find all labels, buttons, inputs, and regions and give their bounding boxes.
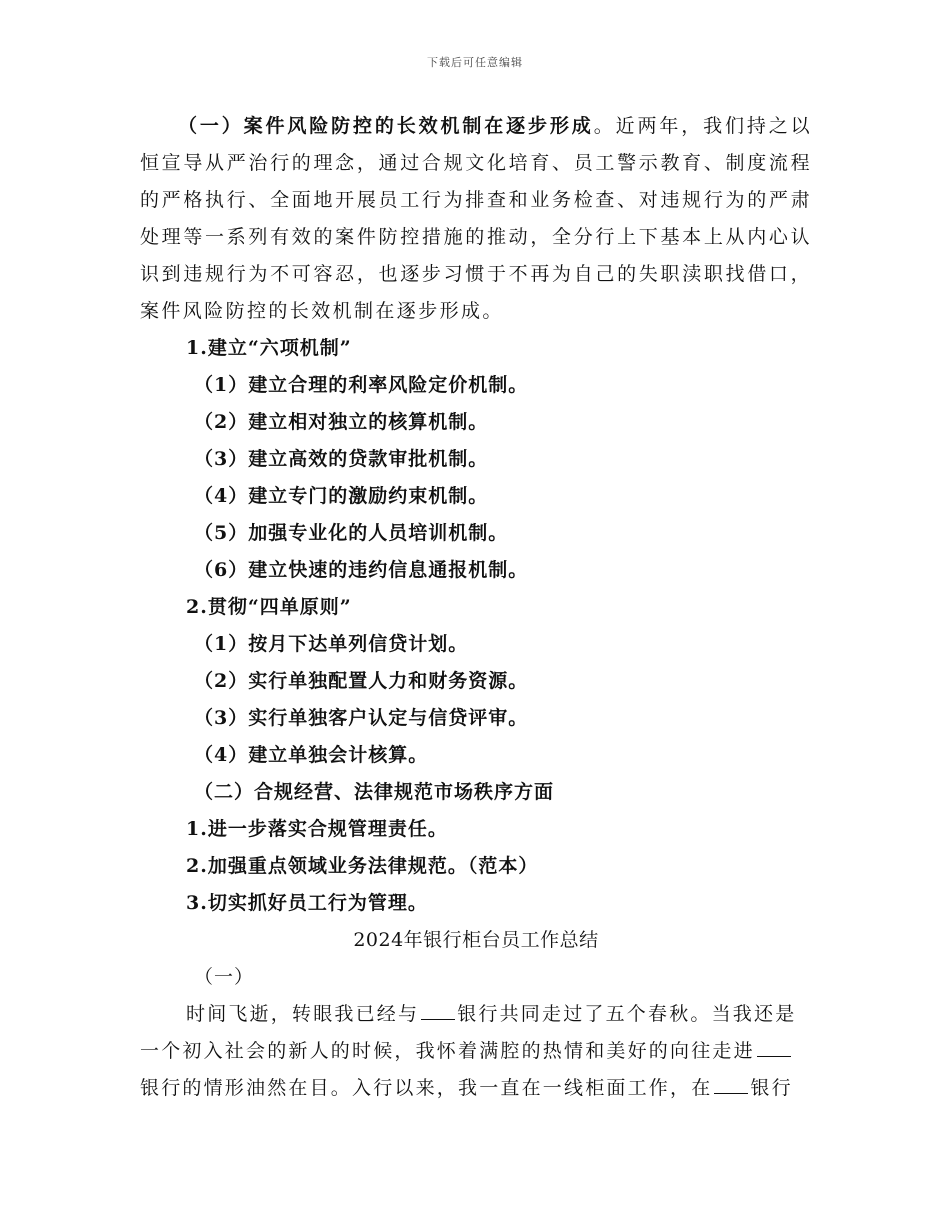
list1-item: （4）建立专门的激励约束机制。 xyxy=(194,485,489,507)
list2-item: （4）建立单独会计核算。 xyxy=(194,744,429,766)
summary-line-1 xyxy=(140,996,812,1033)
blank-underline xyxy=(757,1034,791,1057)
section2-item: 2.加强重点领域业务法律规范。（范本） xyxy=(186,855,539,877)
section2-heading: （二）合规经营、法律规范市场秩序方面 xyxy=(194,781,555,803)
page-header: 下载后可任意编辑 xyxy=(427,56,523,69)
list1-item: （3）建立高效的贷款审批机制。 xyxy=(194,448,489,470)
list2-item: （2）实行单独配置人力和财务资源。 xyxy=(194,670,529,692)
section1-paragraph xyxy=(140,108,812,330)
document-body xyxy=(140,108,812,1107)
section2-item: 3.切实抓好员工行为管理。 xyxy=(186,892,428,914)
summary-line-2 xyxy=(140,1033,812,1070)
list1-item: （5）加强专业化的人员培训机制。 xyxy=(194,522,509,544)
list2-item: （3）实行单独客户认定与信贷评审。 xyxy=(194,707,529,729)
list2-item: （1）按月下达单列信贷计划。 xyxy=(194,633,469,655)
section1-body: 。近两年，我们持之以恒宣导从严治行的理念，通过合规文化培育、员工警示教育、制度流程的严格执行、全面地开展员工行为排查和业务检查、对违规行为的严肃处理等一系列有效的案件防控措施的推动，全分行上下基本上从内心认识到违规行为不可容忍，也逐步习惯于不再为自己的失职渎职找借口，案件风险防控的长效机制在逐步形成。 xyxy=(140,115,812,322)
summary-part-label: （一） xyxy=(194,966,255,988)
summary-title: 2024年银行柜台员工作总结 xyxy=(353,929,599,951)
list1-title: 1.建立“六项机制” xyxy=(186,337,352,359)
list1-item: （6）建立快速的违约信息通报机制。 xyxy=(194,559,529,581)
blank-underline xyxy=(421,997,455,1020)
list1-item: （2）建立相对独立的核算机制。 xyxy=(194,411,489,433)
summary-line-3 xyxy=(140,1070,812,1107)
list1-item: （1）建立合理的利率风险定价机制。 xyxy=(194,374,529,396)
summary-text: 时间飞逝，转眼我已经与 xyxy=(186,1003,420,1025)
summary-text: 银行 xyxy=(750,1077,793,1099)
list2-title: 2.贯彻“四单原则” xyxy=(186,596,352,618)
section1-heading: （一）案件风险防控的长效机制在逐步形成 xyxy=(178,115,594,137)
summary-text: 银行的情形油然在目。入行以来，我一直在一线柜面工作，在 xyxy=(140,1077,713,1099)
blank-underline xyxy=(714,1071,748,1094)
summary-text: 银行共同走过了五个春秋。当我还是 xyxy=(457,1003,797,1025)
summary-text: 一个初入社会的新人的时候，我怀着满腔的热情和美好的向往走进 xyxy=(140,1040,755,1062)
section2-item: 1.进一步落实合规管理责任。 xyxy=(186,818,448,840)
